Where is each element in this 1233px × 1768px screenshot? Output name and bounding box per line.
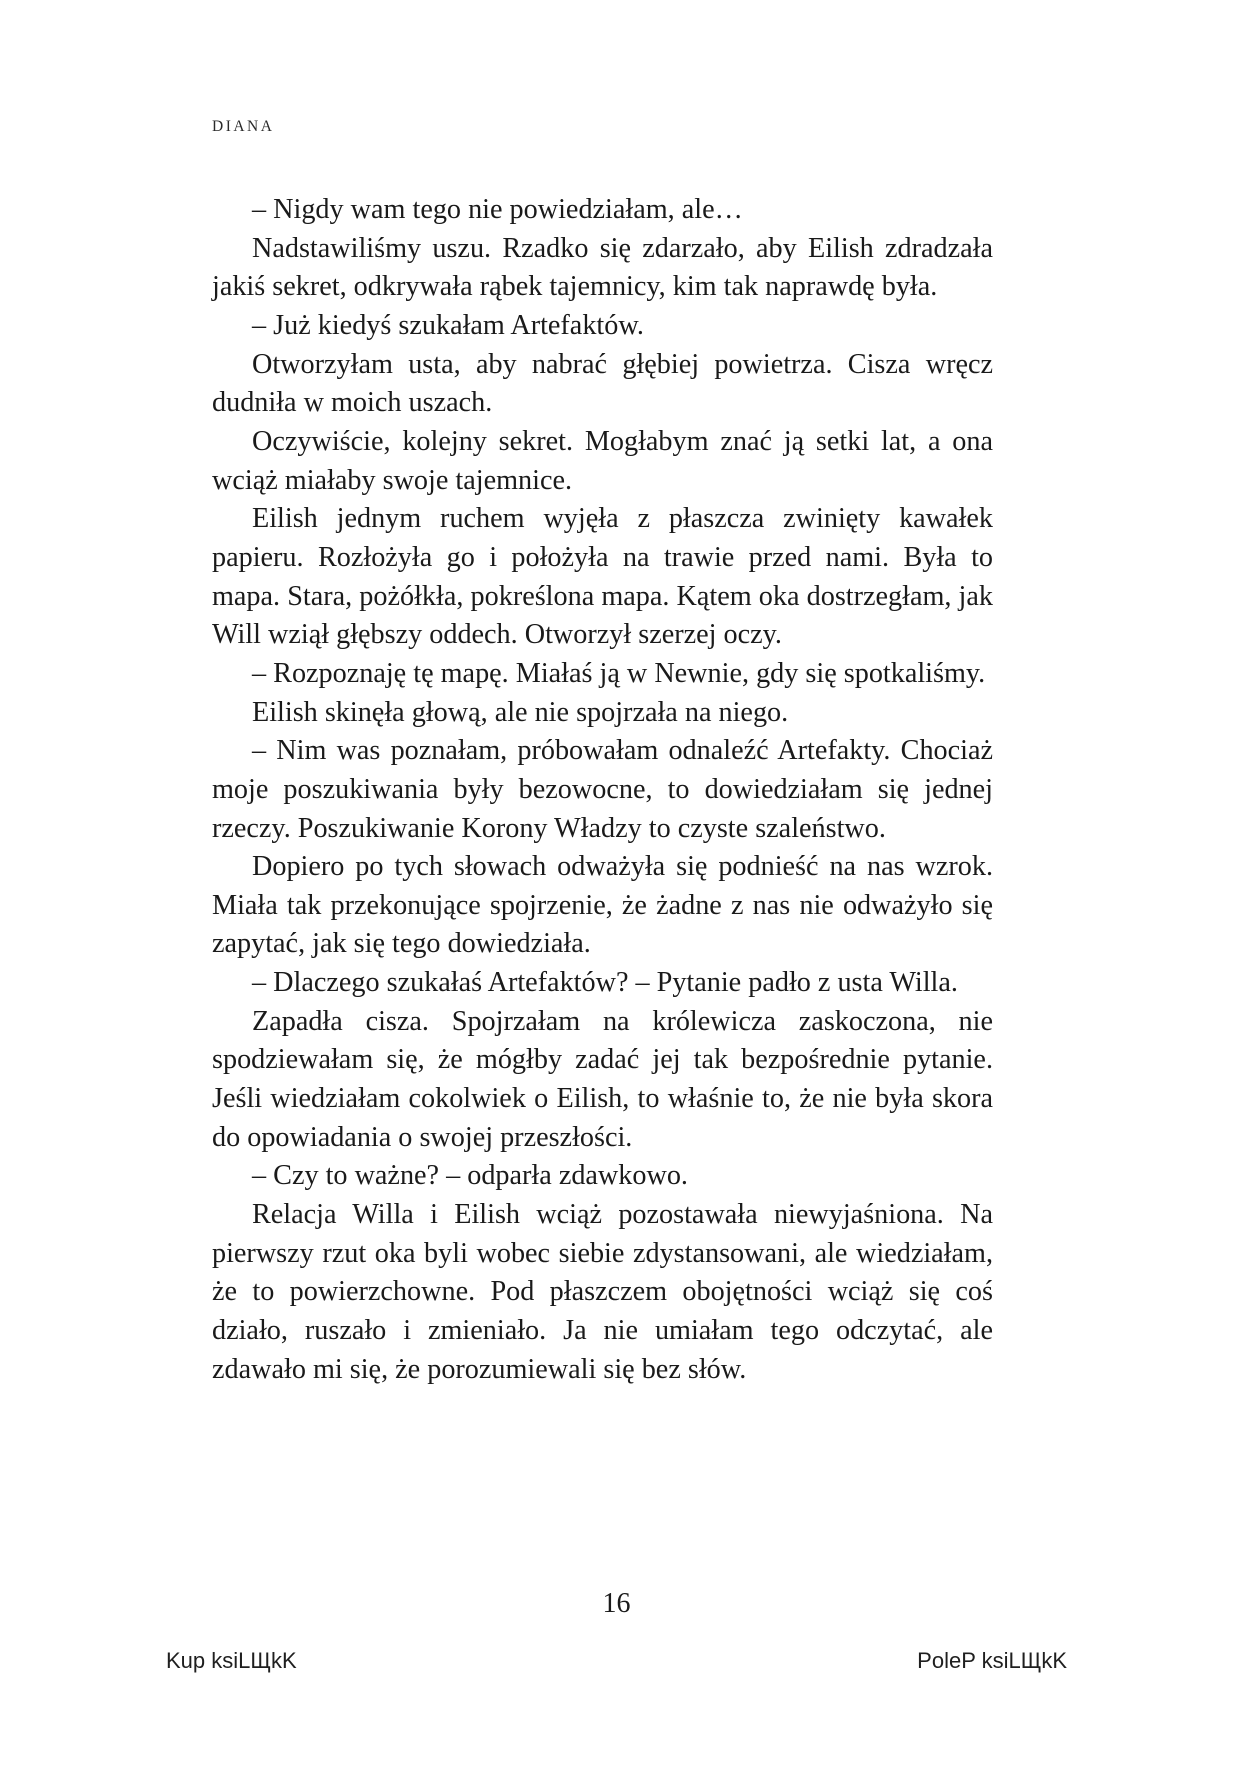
page-number: 16 — [602, 1588, 631, 1619]
buy-book-link[interactable]: Kup ksiLЩkK — [166, 1648, 297, 1673]
paragraph: Eilish jednym ruchem wyjęła z płaszcza zwinięty kawałek papieru. Rozłożyła go i położyła na trawie przed nami. Była to mapa. Stara, pożółkła, pokreślona mapa. Kątem oka dostrzegłam, jak Will wziął głębszy oddech. Otworzył szerzej oczy. — [212, 503, 993, 651]
paragraph: Otworzyłam usta, aby nabrać głębiej powietrza. Cisza wręcz dudniła w moich uszach. — [212, 348, 993, 419]
paragraph: Relacja Willa i Eilish wciąż pozostawała niewyjaśniona. Na pierwszy rzut oka byli wobec siebie zdystansowani, ale wiedziałam, że to powierzchowne. Pod płaszczem obojętności wciąż się coś działo, ruszało i zmieniało. Ja nie umiałam tego odczytać, ale zdawało mi się, że porozumiewali się bez słów. — [212, 1199, 993, 1385]
paragraph: Nadstawiliśmy uszu. Rzadko się zdarzało, aby Eilish zdradzała jakiś sekret, odkrywała rąbek tajemnicy, kim tak naprawdę była. — [212, 232, 993, 303]
recommend-book-link[interactable]: PoleP ksiLЩkK — [917, 1648, 1067, 1673]
paragraph: Zapadła cisza. Spojrzałam na królewicza zaskoczona, nie spodziewałam się, że mógłby zadać jej tak bezpośrednie pytanie. Jeśli wiedziałam cokolwiek o Eilish, to właśnie to, że nie była skora do opowiadania o swojej przeszłości. — [212, 1005, 993, 1153]
paragraph: Oczywiście, kolejny sekret. Mogłabym znać ją setki lat, a ona wciąż miałaby swoje tajemnice. — [212, 425, 993, 496]
paragraph: – Nim was poznałam, próbowałam odnaleźć Artefakty. Chociaż moje poszukiwania były bezowocne, to dowiedziałam się jednej rzeczy. Poszukiwanie Korony Władzy to czyste szaleństwo. — [212, 735, 993, 844]
paragraph: – Rozpoznaję tę mapę. Miałaś ją w Newnie, gdy się spotkaliśmy. — [252, 657, 986, 689]
paragraph: Eilish skinęła głową, ale nie spojrzała na niego. — [252, 696, 789, 728]
paragraph: – Dlaczego szukałaś Artefaktów? – Pytanie padło z usta Willa. — [252, 967, 958, 999]
paragraph: – Już kiedyś szukałam Artefaktów. — [252, 309, 644, 341]
paragraph: – Czy to ważne? – odparła zdawkowo. — [252, 1160, 688, 1192]
body-text — [212, 191, 993, 1389]
paragraph: Dopiero po tych słowach odważyła się podnieść na nas wzrok. Miała tak przekonujące spojrzenie, że żadne z nas nie odważyło się zapytać, jak się tego dowiedziała. — [212, 851, 993, 960]
running-head: DIANA — [212, 118, 275, 135]
paragraph: – Nigdy wam tego nie powiedziałam, ale… — [252, 194, 743, 225]
